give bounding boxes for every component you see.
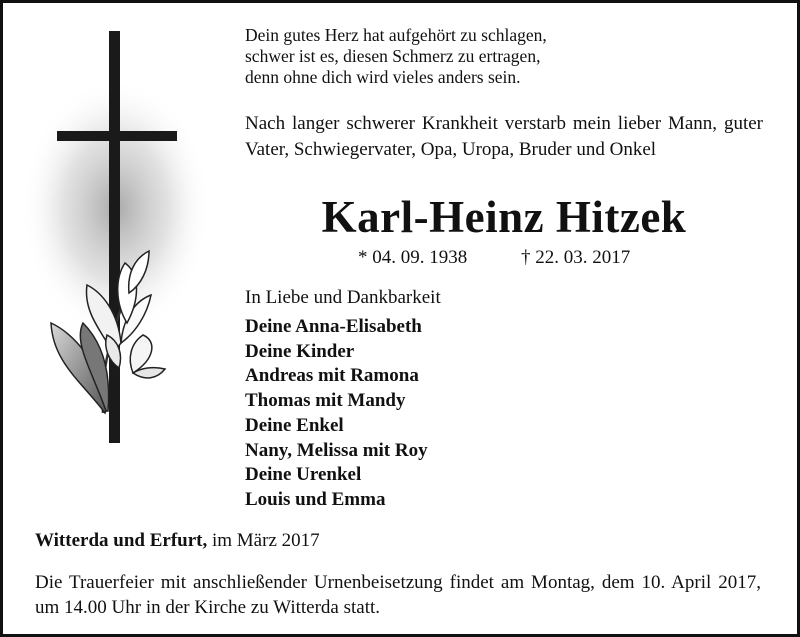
mourner: Louis und Emma [245, 488, 386, 510]
funeral-info: Die Trauerfeier mit anschließender Urnenbeisetzung findet am Montag, dem 10. April 2017, um 14.00 Uhr in der Kirche zu Witterda statt. [35, 572, 761, 618]
thanks-line: In Liebe und Dankbarkeit [245, 287, 441, 308]
poem [245, 25, 547, 88]
mourner: Nany, Melissa mit Roy [245, 439, 428, 461]
cross-with-lilies-illustration [23, 23, 223, 453]
poem-line: schwer ist es, diesen Schmerz zu ertragen, [245, 46, 541, 66]
poem-line: denn ohne dich wird vieles anders sein. [245, 67, 521, 87]
mourners-list [245, 315, 428, 513]
mourner: Deine Urenkel [245, 464, 362, 486]
birth-date: * 04. 09. 1938 [358, 247, 468, 268]
place-date-line [35, 528, 320, 554]
death-notice-text: Nach langer schwerer Krankheit verstarb mein lieber Mann, guter Vater, Schwiegervater, Opa, Uropa, Bruder und Onkel [245, 113, 763, 160]
mourner: Thomas mit Mandy [245, 390, 406, 412]
place-date: im März 2017 [211, 530, 320, 551]
mourner: Deine Anna-Elisabeth [245, 316, 422, 337]
mourner: Deine Enkel [245, 414, 344, 436]
place-locations: Witterda und Erfurt, [35, 530, 208, 551]
poem-line: Dein gutes Herz hat aufgehört zu schlagen, [245, 25, 547, 45]
death-date: † 22. 03. 2017 [521, 247, 631, 268]
mourner: Andreas mit Ramona [245, 365, 419, 387]
mourner: Deine Kinder [245, 340, 355, 362]
deceased-name: Karl-Heinz Hitzek [321, 192, 687, 242]
